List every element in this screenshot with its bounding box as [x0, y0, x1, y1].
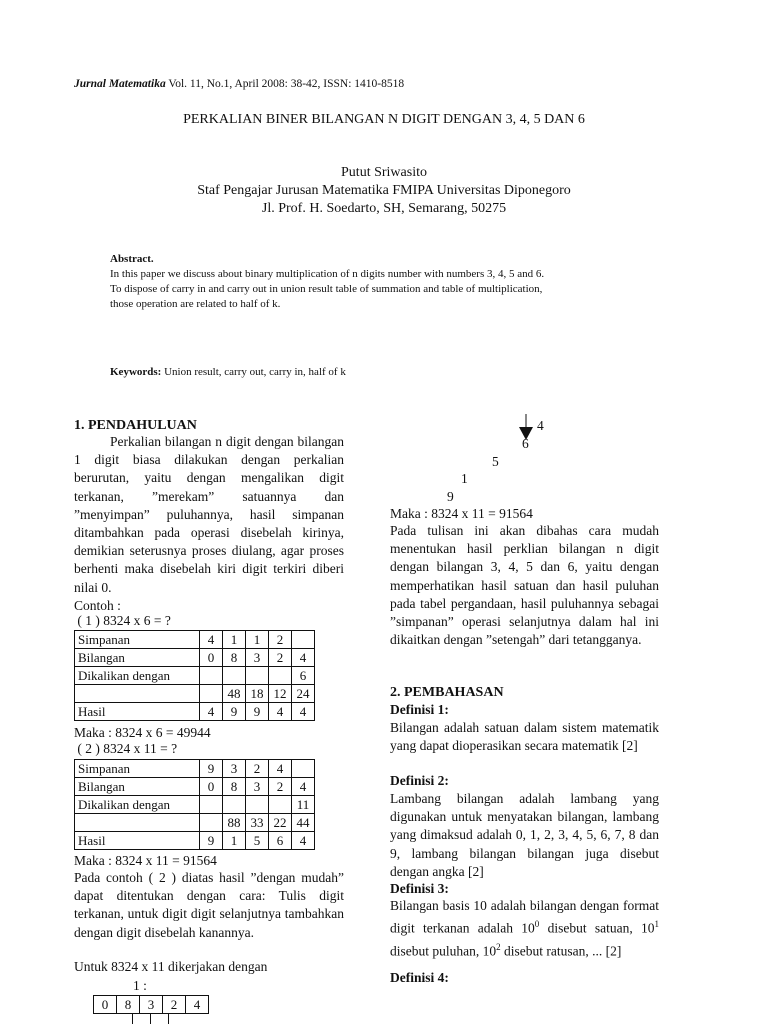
small-digit-table	[93, 995, 209, 1014]
digit-5: 5	[492, 454, 499, 469]
table-row: Bilangan 0 8 3 2 4	[75, 778, 315, 796]
keywords-label: Keywords:	[110, 366, 162, 378]
journal-citation	[74, 78, 404, 90]
abstract-line-2: To dispose of carry in and carry out in union result table of summation and table of multiplication,	[110, 283, 543, 295]
contoh-label: Contoh :	[74, 598, 121, 613]
table-row: 48 18 12 24	[75, 685, 315, 703]
table-row: Hasil 4 9 9 4 4	[75, 703, 315, 721]
definition-3-title: Definisi 3:	[390, 881, 449, 896]
right-result: Maka : 8324 x 11 = 91564	[390, 506, 533, 521]
paragraph-3: Untuk 8324 x 11 dikerjakan dengan	[74, 959, 268, 974]
connector-line	[132, 1013, 133, 1024]
section-2-title: 2. PEMBAHASAN	[390, 685, 504, 700]
right-paragraph: Pada tulisan ini akan dibahas cara mudah menentukan hasil perklian bilangan n digit dengan bilangan 3, 4, 5 dan 6, yaitu dengan memperhatikan hasil satuan dan hasil puluhan pada tabel pergandaan, hasil puluhannya sebagai ”simpanan” operasi selanjutnya dalam hal ini dikaitkan dengan ”setengah” dari tetangganya.	[390, 523, 659, 648]
definition-3-text: Bilangan basis 10 adalah bilangan dengan format digit terkanan adalah $10^0$ disebut satuan, $10^1$ disebut puluhan, $10^2$ disebut ratusan, ... [2]	[390, 898, 659, 959]
keywords-text: Union result, carry out, carry in, half of k	[161, 366, 346, 378]
table-row: Bilangan 0 8 3 2 4	[75, 649, 315, 667]
journal-info: Vol. 11, No.1, April 2008: 38-42, ISSN: 1410-8518	[165, 78, 405, 90]
abstract-block	[110, 252, 630, 312]
definition-2-text: Lambang bilangan adalah lambang yang digunakan untuk menyatakan bilangan, lambang yang dimaksud adalah 0, 1, 2, 3, 4, 5, 6, 7, 8 dan 9, lambang bilangan bilangan juga disebut dengan angka [2]	[390, 791, 659, 879]
example-1-label: ( 1 ) 8324 x 6 = ?	[74, 613, 171, 628]
example-1-result: Maka : 8324 x 6 = 49944	[74, 725, 211, 740]
abstract-line-3: those operation are related to half of k.	[110, 298, 281, 310]
digit-4: 4	[537, 418, 544, 433]
abstract-heading: Abstract.	[110, 253, 154, 265]
connector-line	[150, 1013, 151, 1024]
keywords	[110, 366, 346, 378]
definition-1-text: Bilangan adalah satuan dalam sistem matematik yang dapat dioperasikan secara matematik [2]	[390, 720, 659, 754]
example-2-label: ( 2 ) 8324 x 11 = ?	[74, 741, 178, 756]
connector-line	[168, 1013, 169, 1024]
definition-4-title: Definisi 4:	[390, 970, 449, 985]
author-address: Jl. Prof. H. Soedarto, SH, Semarang, 50275	[261, 201, 507, 216]
digit-1: 1	[461, 471, 468, 486]
definition-2-title: Definisi 2:	[390, 773, 449, 788]
table-example-1	[74, 630, 315, 721]
abstract-line-1: In this paper we discuss about binary multiplication of n digits number with numbers 3, 4, 5 and 6.	[110, 268, 545, 280]
table-row: Simpanan 4 1 1 2	[75, 631, 315, 649]
author-affiliation: Staf Pengajar Jurusan Matematika FMIPA Universitas Diponegoro	[197, 183, 571, 198]
table-row: Simpanan 9 3 2 4	[75, 760, 315, 778]
journal-name: Jurnal Matematika	[74, 78, 166, 90]
table-row: 88 33 22 44	[75, 814, 315, 832]
definition-1-title: Definisi 1:	[390, 702, 449, 717]
paragraph-2: Pada contoh ( 2 ) diatas hasil ”dengan mudah” dapat ditentukan dengan cara: Tulis digit terkanan, untuk digit digit selanjutnya tambahkan dengan digit disebelah kanannya.	[74, 870, 344, 940]
table-example-2	[74, 759, 315, 850]
table-row: Hasil 9 1 5 6 4	[75, 832, 315, 850]
small-table-label: 1 :	[133, 978, 147, 993]
table-row: Dikalikan dengan 11	[75, 796, 315, 814]
example-2-result: Maka : 8324 x 11 = 91564	[74, 853, 217, 868]
digit-6: 6	[522, 436, 529, 451]
author-name: Putut Sriwasito	[341, 165, 427, 180]
intro-paragraph: Perkalian bilangan n digit dengan bilangan 1 digit biasa dilakukan dengan perkalian berurutan, yaitu dengan mengalikan digit terkanan, ”merekam” satuannya dan ”menyimpan” puluhannya, hasil simpanan ditambahkan pada operasi disebelah kirinya, demikian seterusnya proses diulang, agar proses berhenti maka disebelah kiri digit terkiri diberi nilai 0.	[74, 434, 344, 595]
table-row: Dikalikan dengan 6	[75, 667, 315, 685]
table-row: 0 8 3 2 4	[94, 996, 209, 1014]
section-1-title: 1. PENDAHULUAN	[74, 418, 197, 433]
digit-9: 9	[447, 489, 454, 504]
paper-title: PERKALIAN BINER BILANGAN N DIGIT DENGAN 3, 4, 5 DAN 6	[183, 112, 585, 127]
